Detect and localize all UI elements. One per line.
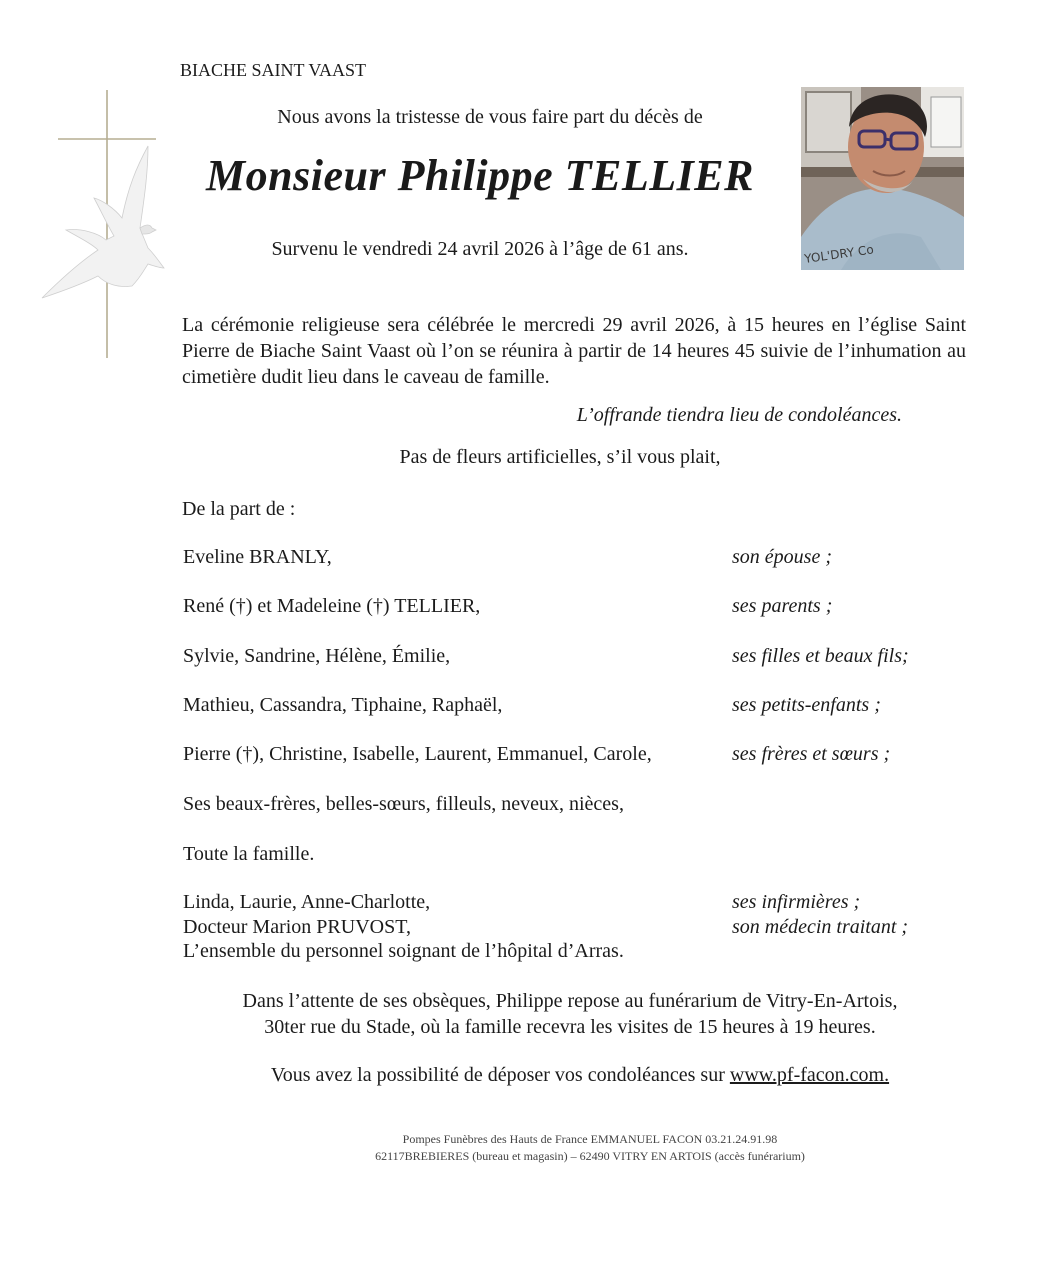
ceremony-text: La cérémonie religieuse sera célébrée le mercredi 29 avril 2026, à 15 heures en l’église Saint Pierre de Biache Saint Vaast où l’on se réunira à partir de 14 heures 45 suivie de l’inhumation au cimetière dudit lieu dans le caveau de famille. — [182, 314, 966, 388]
family-row-names: Mathieu, Cassandra, Tiphaine, Raphaël, — [183, 694, 503, 716]
family-row-relation: ses petits-enfants ; — [732, 694, 881, 716]
funeral-home-footer — [200, 1131, 980, 1165]
family-row-relation: ses frères et sœurs ; — [732, 743, 891, 765]
family-row-names: Pierre (†), Christine, Isabelle, Laurent, Emmanuel, Carole, — [183, 743, 652, 765]
footer-line: 62117BREBIERES (bureau et magasin) – 62490 VITRY EN ARTOIS (accès funérarium) — [375, 1149, 805, 1163]
town-name: BIACHE SAINT VAAST — [180, 60, 367, 80]
family-row-names: René (†) et Madeleine (†) TELLIER, — [183, 595, 481, 617]
footer-line: Pompes Funèbres des Hauts de France EMMANUEL FACON 03.21.24.91.98 — [402, 1132, 778, 1146]
shirt-text: YOL'DRY Co — [803, 242, 875, 266]
death-date-text: Survenu le vendredi 24 avril 2026 à l’âge de 61 ans. — [271, 238, 689, 260]
vigil-text — [200, 988, 940, 1040]
portrait-photo — [801, 87, 964, 270]
no-flowers-text: Pas de fleurs artificielles, s’il vous plait, — [399, 446, 721, 468]
family-row-names: Sylvie, Sandrine, Hélène, Émilie, — [183, 645, 451, 667]
vigil-line: Dans l’attente de ses obsèques, Philippe repose au funérarium de Vitry-En-Artois, — [242, 990, 898, 1012]
care-row-names: Linda, Laurie, Anne-Charlotte, — [183, 891, 431, 913]
family-row-names: Eveline BRANLY, — [183, 546, 332, 568]
vigil-line: 30ter rue du Stade, où la famille recevra les visites de 15 heures à 19 heures. — [264, 1016, 876, 1038]
condolences-text — [200, 1064, 960, 1087]
family-row-relation: ses filles et beaux fils; — [732, 645, 909, 667]
dove-icon — [42, 146, 164, 298]
family-row-relation: ses parents ; — [732, 595, 833, 617]
care-row-relation: ses infirmières ; — [732, 891, 861, 913]
condolences-link[interactable]: www.pf-facon.com. — [729, 1064, 890, 1086]
family-row-names: Ses beaux-frères, belles-sœurs, filleuls, neveux, nièces, — [183, 793, 624, 815]
family-row-names: Toute la famille. — [183, 843, 315, 865]
offering-text: L’offrande tiendra lieu de condoléances. — [576, 404, 902, 426]
care-row-relation: son médecin traitant ; — [732, 916, 909, 938]
condolences-label: Vous avez la possibilité de déposer vos condoléances sur — [270, 1064, 725, 1086]
intro-text: Nous avons la tristesse de vous faire part du décès de — [277, 106, 703, 128]
care-row-names: L’ensemble du personnel soignant de l’hôpital d’Arras. — [183, 940, 624, 962]
care-row-names: Docteur Marion PRUVOST, — [183, 916, 411, 938]
from-label: De la part de : — [182, 498, 296, 520]
cross-dove-emblem — [36, 88, 166, 363]
family-row-relation: son épouse ; — [732, 546, 832, 568]
deceased-name: Monsieur Philippe TELLIER — [206, 151, 754, 200]
